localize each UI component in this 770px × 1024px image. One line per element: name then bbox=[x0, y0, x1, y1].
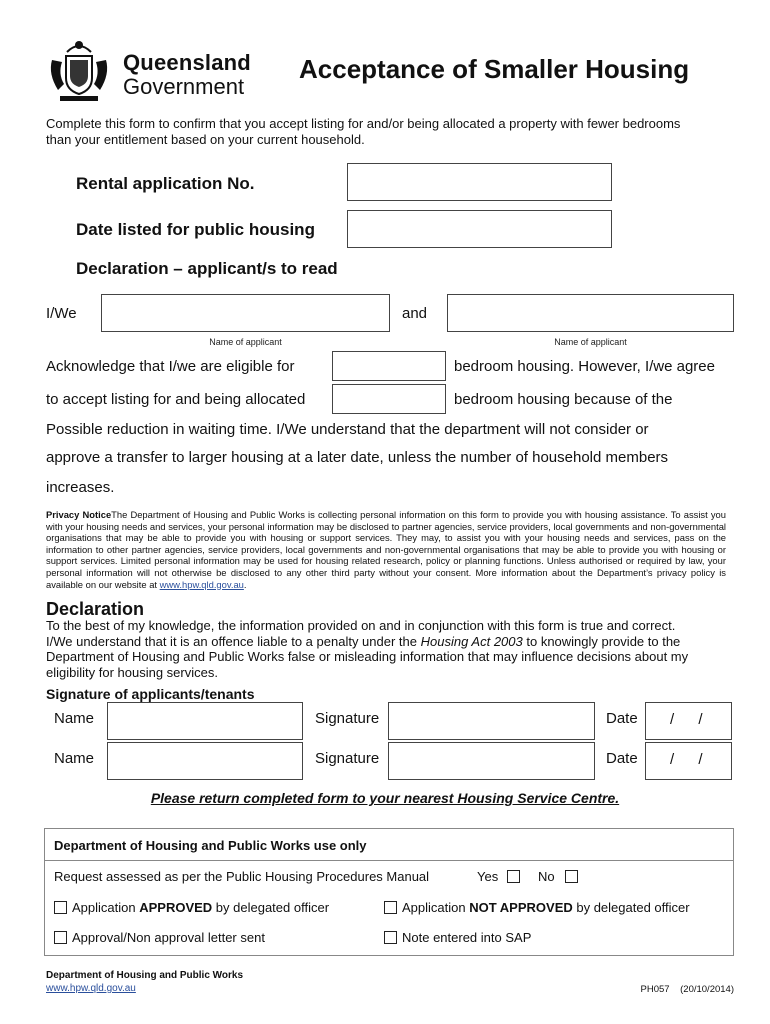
logo-line-1: Queensland bbox=[123, 50, 251, 75]
footer-form-code: PH057 (20/10/2014) bbox=[640, 984, 734, 995]
acknowledge-line-4: approve a transfer to larger housing at a later date, unless the number of household members bbox=[46, 449, 669, 466]
letter-sent-label: Approval/Non approval letter sent bbox=[72, 930, 265, 945]
approved-bold: APPROVED bbox=[139, 900, 213, 915]
applicant-1-name-field[interactable] bbox=[101, 294, 390, 332]
sig-row-1-name-label: Name bbox=[54, 710, 95, 727]
qld-coat-of-arms-logo bbox=[44, 38, 114, 104]
declaration-p2 bbox=[46, 634, 736, 681]
approved-option bbox=[54, 900, 329, 915]
sig-row-1-signature-field[interactable] bbox=[388, 702, 595, 740]
acknowledge-line-2-left: to accept listing for and being allocated bbox=[46, 391, 306, 408]
sap-checkbox[interactable] bbox=[384, 931, 397, 944]
yes-checkbox[interactable] bbox=[507, 870, 520, 883]
applicant-2-name-field[interactable] bbox=[447, 294, 734, 332]
declaration-p2-b: to knowingly provide to the Department of Housing and Public Works false or misleading information that may influence decisions about my eligibility for housing services. bbox=[46, 633, 689, 680]
page-title: Acceptance of Smaller Housing bbox=[299, 54, 690, 84]
yes-option bbox=[477, 869, 520, 884]
privacy-text: The Department of Housing and Public Works is collecting personal information on this form to provide you with housing assistance. To assist you with your housing needs and services, your personal information may be disclosed to partner agencies, service providers, local governments and non-governmental organisations that may be able to provide you with housing or support services. They may, to assist you with your housing needs and services, pass on the information to other partner agencies, service providers, local governments and non-governmental organisations that may be able to provide you with housing or support services. Limited personal information may be used for housing related research, policy or planning functions. Unless authorised or required by law, your personal information will not otherwise be disclosed to any other third party without your consent. More information about the Department’s privacy policy is available on our website at bbox=[46, 509, 726, 590]
rental-application-field[interactable] bbox=[347, 163, 612, 201]
not-approved-post: by delegated officer bbox=[572, 900, 690, 915]
sig-row-1-date-label: Date bbox=[606, 710, 638, 727]
sig-row-1-date-separators: / / bbox=[670, 711, 703, 728]
not-approved-bold: NOT APPROVED bbox=[469, 900, 573, 915]
sig-row-1-signature-label: Signature bbox=[315, 710, 380, 727]
housing-act-ref: Housing Act 2003 bbox=[420, 633, 523, 649]
sap-label: Note entered into SAP bbox=[402, 930, 532, 945]
no-checkbox[interactable] bbox=[565, 870, 578, 883]
date-listed-field[interactable] bbox=[347, 210, 612, 248]
office-use-panel bbox=[44, 828, 734, 956]
sig-row-2-name-field[interactable] bbox=[107, 742, 303, 780]
declaration-read-heading: Declaration – applicant/s to read bbox=[76, 259, 338, 278]
office-use-heading: Department of Housing and Public Works use only bbox=[45, 829, 733, 861]
sig-row-2-date-label: Date bbox=[606, 750, 638, 767]
iwe-label: I/We bbox=[46, 305, 77, 322]
sig-row-1-name-field[interactable] bbox=[107, 702, 303, 740]
sig-row-2-signature-field[interactable] bbox=[388, 742, 595, 780]
approved-checkbox[interactable] bbox=[54, 901, 67, 914]
acknowledge-line-5: increases. bbox=[46, 479, 115, 496]
declaration-p2-a: I/We understand that it is an offence liable to a penalty under the bbox=[46, 633, 421, 649]
privacy-link[interactable]: www.hpw.qld.gov.au bbox=[159, 578, 244, 590]
declaration-heading: Declaration bbox=[46, 599, 145, 619]
sap-option bbox=[384, 930, 531, 945]
rental-application-label: Rental application No. bbox=[76, 174, 255, 193]
declaration-p1: To the best of my knowledge, the information provided on and in conjunction with this form is true and correct. bbox=[46, 618, 676, 633]
privacy-heading: Privacy Notice bbox=[46, 509, 112, 520]
return-note: Please return completed form to your nearest Housing Service Centre. bbox=[150, 790, 620, 806]
sig-row-2-name-label: Name bbox=[54, 750, 95, 767]
no-option bbox=[538, 869, 578, 884]
eligible-bedrooms-field[interactable] bbox=[332, 351, 446, 381]
not-approved-option bbox=[384, 900, 690, 915]
sig-row-1-date-field[interactable] bbox=[645, 702, 732, 740]
letter-sent-checkbox[interactable] bbox=[54, 931, 67, 944]
intro-text: Complete this form to confirm that you accept listing for and/or being allocated a property with fewer bedrooms than your entitlement based on your current household. bbox=[46, 116, 681, 147]
footer-url[interactable]: www.hpw.qld.gov.au bbox=[46, 983, 136, 994]
applicant-1-caption: Name of applicant bbox=[209, 337, 282, 347]
applicant-2-caption: Name of applicant bbox=[554, 337, 627, 347]
no-label: No bbox=[538, 869, 555, 884]
approved-post: by delegated officer bbox=[212, 900, 330, 915]
signature-heading: Signature of applicants/tenants bbox=[46, 686, 255, 702]
letter-sent-option bbox=[54, 930, 265, 945]
assessed-label: Request assessed as per the Public Housing Procedures Manual bbox=[54, 869, 430, 884]
declaration-text bbox=[46, 618, 736, 680]
acknowledge-line-3: Possible reduction in waiting time. I/We understand that the department will not consider or bbox=[46, 421, 649, 438]
yes-label: Yes bbox=[477, 869, 499, 884]
sig-row-2-signature-label: Signature bbox=[315, 750, 380, 767]
privacy-end: . bbox=[243, 578, 247, 590]
allocated-bedrooms-field[interactable] bbox=[332, 384, 446, 414]
not-approved-pre: Application bbox=[402, 900, 470, 915]
date-listed-label: Date listed for public housing bbox=[76, 220, 315, 239]
acknowledge-line-2-right: bedroom housing because of the bbox=[454, 391, 673, 408]
not-approved-checkbox[interactable] bbox=[384, 901, 397, 914]
sig-row-2-date-separators: / / bbox=[670, 751, 703, 768]
and-label: and bbox=[402, 305, 428, 322]
privacy-notice bbox=[46, 509, 726, 590]
logo-line-2: Government bbox=[123, 74, 245, 99]
acknowledge-line-1-left: Acknowledge that I/we are eligible for bbox=[46, 358, 295, 375]
sig-row-2-date-field[interactable] bbox=[645, 742, 732, 780]
acknowledge-line-1-right: bedroom housing. However, I/we agree bbox=[454, 358, 715, 375]
footer-dept: Department of Housing and Public Works bbox=[46, 970, 244, 981]
approved-pre: Application bbox=[72, 900, 140, 915]
coat-of-arms-icon bbox=[44, 38, 114, 104]
